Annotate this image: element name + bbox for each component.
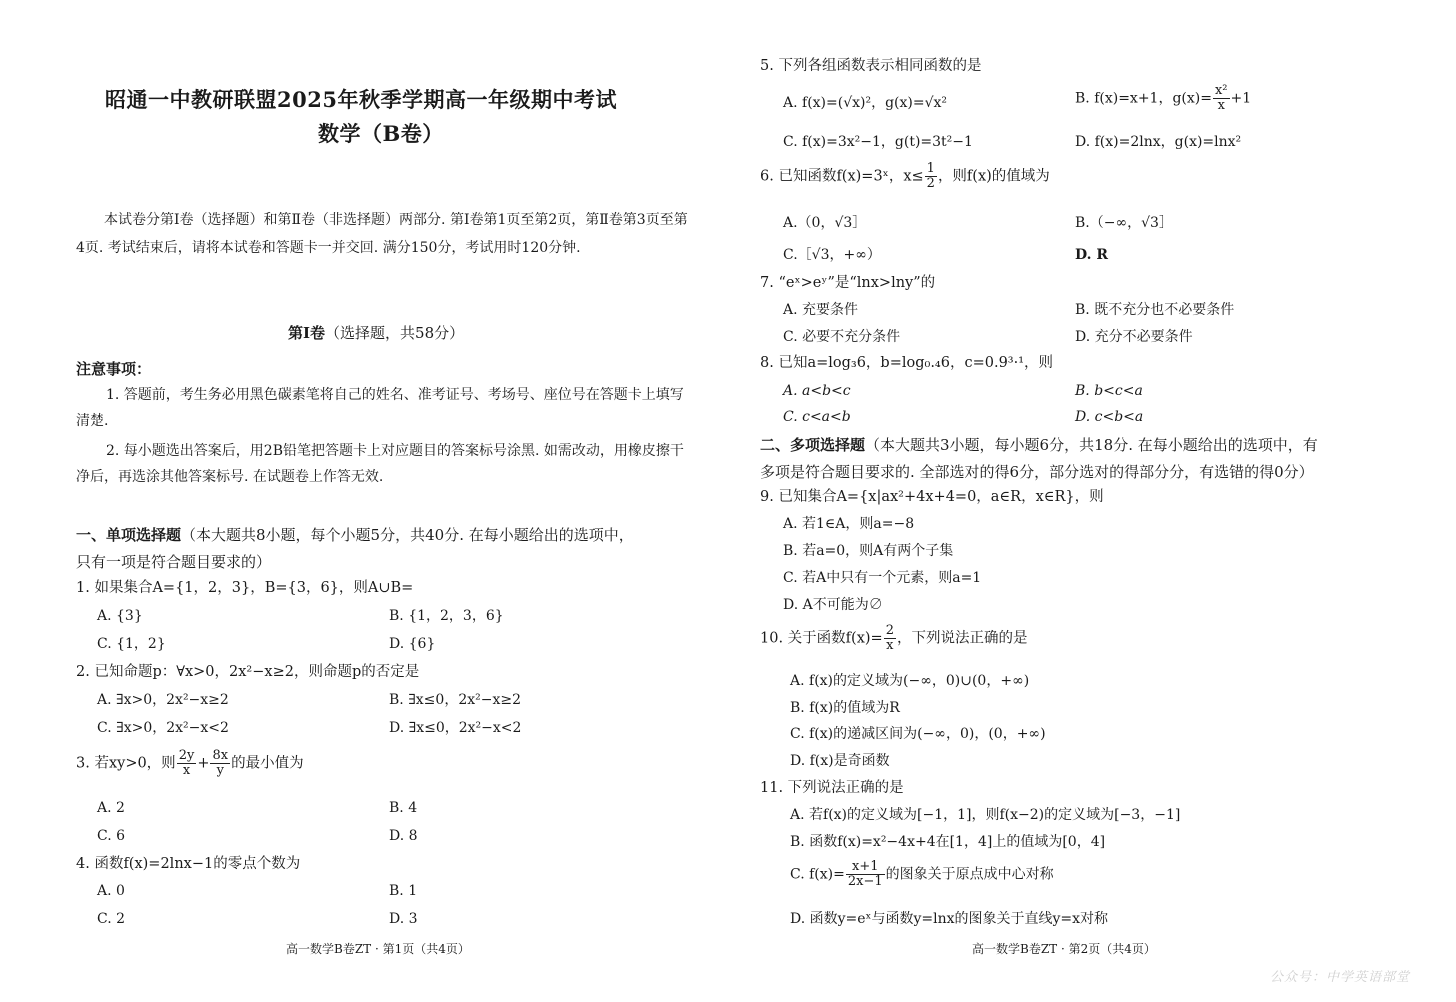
q10-stem-pre: 10. 关于函数f(x)= (760, 630, 883, 647)
q10-option-a: A. f(x)的定义域为(−∞，0)∪(0，+∞) (790, 673, 1030, 689)
q11-option-a: A. 若f(x)的定义域为[−1，1]，则f(x−2)的定义域为[−3，−1] (790, 807, 1181, 823)
q8-stem: 8. 已知a=log₃6，b=log₀.₄6，c=0.9³·¹，则 (760, 355, 1054, 371)
q5-stem: 5. 下列各组函数表示相同函数的是 (760, 58, 982, 74)
section1-heading (76, 524, 634, 545)
q5-b-fraction (1213, 84, 1230, 113)
q9-option-a: A. 若1∈A，则a=−8 (783, 516, 915, 532)
q5-option-b (1075, 84, 1251, 113)
q11-c-den: 2x−1 (847, 874, 883, 889)
q5-option-c: C. f(x)=3x²−1，g(t)=3t²−1 (783, 134, 973, 150)
q3-plus: + (197, 755, 210, 772)
q2-option-c: C. ∃x>0，2x²−x<2 (97, 720, 229, 736)
q3-stem (76, 749, 304, 778)
notes-heading: 注意事项： (76, 360, 152, 378)
q6-stem-pre: 6. 已知函数f(x)=3ˣ，x≤ (760, 168, 924, 185)
q3-stem-pre: 3. 若xy>0，则 (76, 755, 176, 772)
q8-option-b: B. b<c<a (1075, 383, 1143, 399)
q7-option-b: B. 既不充分也不必要条件 (1075, 302, 1235, 318)
q3-f1-num: 2y (178, 748, 195, 763)
q2-option-b: B. ∃x≤0，2x²−x≥2 (389, 692, 521, 708)
q7-option-c: C. 必要不充分条件 (783, 329, 901, 345)
q10-option-b: B. f(x)的值域为R (790, 700, 900, 716)
q3-fraction-2 (210, 749, 230, 778)
q4-option-b: B. 1 (389, 883, 418, 899)
q4-option-d: D. 3 (389, 911, 418, 927)
q1-option-a: A. {3} (97, 608, 143, 624)
q5-b-num: x² (1214, 83, 1228, 98)
q10-fraction (884, 624, 896, 653)
q6-option-a: A.（0，√3］ (783, 215, 867, 231)
q1-option-b: B. {1，2，3，6} (389, 608, 504, 624)
q9-option-b: B. 若a=0，则A有两个子集 (783, 543, 954, 559)
q11-option-c (790, 860, 1054, 889)
q5-b-den: x (1217, 98, 1225, 113)
q10-den: x (886, 638, 894, 653)
q11-stem: 11. 下列说法正确的是 (760, 780, 904, 796)
q8-option-c: C. c<a<b (783, 409, 851, 425)
q8-option-a: A. a<b<c (783, 383, 851, 399)
q1-option-c: C. {1，2} (97, 636, 166, 652)
q7-option-a: A. 充要条件 (783, 302, 859, 318)
exam-intro: 本试卷分第Ⅰ卷（选择题）和第Ⅱ卷（非选择题）两部分. 第Ⅰ卷第1页至第2页，第Ⅱ卷第3页至第4页. 考试结束后，请将本试卷和答题卡一并交回. 满分150分，考试用时120分钟. (76, 212, 688, 256)
section2-heading (760, 434, 1318, 455)
q5-b-pre: B. f(x)=x+1，g(x)= (1075, 90, 1212, 107)
watermark: 公众号：中学英语部堂 (1270, 970, 1411, 985)
notes-item-1: 1. 答题前，考生务必用黑色碳素笔将自己的姓名、准考证号、考场号、座位号在答题卡上填写清楚. (76, 387, 684, 429)
q11-option-b: B. 函数f(x)=x²−4x+4在[1，4]上的值域为[0，4] (790, 834, 1106, 850)
exam-subtitle: 数学（B卷） (318, 121, 444, 146)
q6-option-b: B.（−∞，√3］ (1075, 215, 1173, 231)
q11-c-num: x+1 (846, 860, 885, 875)
q10-option-d: D. f(x)是奇函数 (790, 753, 890, 769)
q3-stem-post: 的最小值为 (231, 755, 304, 772)
q8-option-d: D. c<b<a (1075, 409, 1144, 425)
q4-option-a: A. 0 (97, 883, 125, 899)
section2-title: 二、多项选择题 (760, 436, 866, 454)
q6-den: 2 (926, 176, 935, 191)
exam-title: 昭通一中教研联盟2025年秋季学期高一年级期中考试 (105, 87, 617, 112)
q7-option-d: D. 充分不必要条件 (1075, 329, 1193, 345)
q6-fraction (925, 162, 937, 191)
section1-desc2: 只有一项是符合题目要求的） (76, 553, 272, 571)
q3-f2-num: 8x (212, 748, 229, 763)
part1-heading (288, 322, 464, 343)
q4-option-c: C. 2 (97, 911, 126, 927)
q11-c-pre: C. f(x)= (790, 866, 845, 883)
q3-f1-den: x (182, 763, 191, 778)
q6-option-d: D. R (1075, 247, 1109, 263)
q3-option-d: D. 8 (389, 828, 418, 844)
q3-option-c: C. 6 (97, 828, 126, 844)
q6-num: 1 (926, 161, 935, 176)
q1-option-d: D. {6} (389, 636, 436, 652)
q10-option-c: C. f(x)的递减区间为(−∞，0)，(0，+∞) (790, 726, 1046, 742)
q9-option-c: C. 若A中只有一个元素，则a=1 (783, 570, 982, 586)
part1-note: （选择题，共58分） (325, 324, 465, 342)
q3-f2-den: y (216, 763, 224, 778)
q5-b-post: +1 (1230, 90, 1252, 107)
q7-stem: 7. “eˣ>eʸ”是“lnx>lny”的 (760, 275, 936, 291)
q11-c-post: 的图象关于原点成中心对称 (885, 866, 1054, 883)
q3-option-b: B. 4 (389, 800, 418, 816)
section2-desc2: 多项是符合题目要求的. 全部选对的得6分，部分选对的得部分分，有选错的得0分） (760, 463, 1314, 481)
q3-fraction-1 (177, 749, 197, 778)
q1-stem: 1. 如果集合A={1，2，3}，B={3，6}，则A∪B= (76, 580, 414, 596)
section1-desc: （本大题共8小题，每个小题5分，共40分. 在每小题给出的选项中， (181, 526, 634, 544)
q11-c-fraction (846, 860, 885, 889)
q9-option-d: D. A不可能为∅ (783, 597, 883, 613)
part1-title: 第Ⅰ卷 (288, 324, 326, 342)
q10-num: 2 (885, 623, 894, 638)
q10-stem-post: ，下列说法正确的是 (896, 630, 1028, 647)
q5-option-a: A. f(x)=(√x)²，g(x)=√x² (783, 95, 948, 111)
footer-left: 高一数学B卷ZT · 第1页（共4页） (286, 942, 470, 956)
q6-stem-post: ，则f(x)的值域为 (937, 168, 1050, 185)
q9-stem: 9. 已知集合A={x|ax²+4x+4=0，a∈R，x∈R}，则 (760, 489, 1104, 505)
q6-stem (760, 162, 1050, 191)
q10-stem (760, 624, 1027, 653)
q2-option-a: A. ∃x>0，2x²−x≥2 (97, 692, 229, 708)
q4-stem: 4. 函数f(x)=2lnx−1的零点个数为 (76, 856, 301, 872)
notes-item-2: 2. 每小题选出答案后，用2B铅笔把答题卡上对应题目的答案标号涂黑. 如需改动，用橡皮擦干净后，再选涂其他答案标号. 在试题卷上作答无效. (76, 443, 684, 485)
q3-option-a: A. 2 (97, 800, 125, 816)
q2-option-d: D. ∃x≤0，2x²−x<2 (389, 720, 522, 736)
section1-title: 一、单项选择题 (76, 526, 182, 544)
section2-desc: （本大题共3小题，每小题6分，共18分. 在每小题给出的选项中，有 (865, 436, 1318, 454)
q5-option-d: D. f(x)=2lnx，g(x)=lnx² (1075, 134, 1242, 150)
q6-option-c: C.［√3，+∞） (783, 247, 881, 263)
q2-stem: 2. 已知命题p：∀x>0，2x²−x≥2，则命题p的否定是 (76, 664, 420, 680)
q11-option-d: D. 函数y=eˣ与函数y=lnx的图象关于直线y=x对称 (790, 911, 1109, 927)
footer-right: 高一数学B卷ZT · 第2页（共4页） (972, 942, 1156, 956)
